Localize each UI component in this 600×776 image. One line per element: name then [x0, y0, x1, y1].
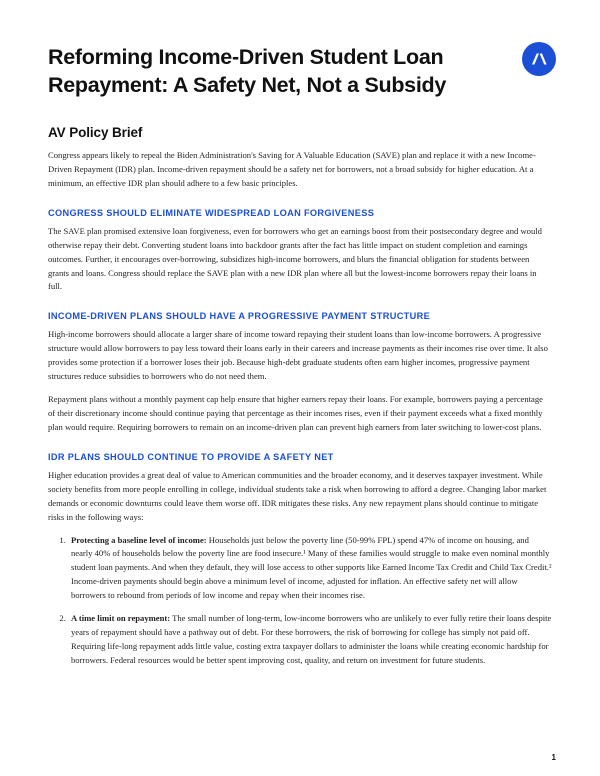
recommendation-list [48, 534, 552, 668]
section-paragraph: The SAVE plan promised extensive loan forgiveness, even for borrowers who get an earnings boost from their postsecondary degree and would otherwise repay their debt. Converting student loans into backdoor grants after the fact has little impact on student completion and earnings outcomes. Further, it encourages over-borrowing, subsidizes high-income borrowers, and blurs the financial obligation for students between grants and loans. Congress should replace the SAVE plan with a new IDR plan where all but the lowest-income borrowers repay their loans in full. [48, 225, 542, 292]
recommendation-text: The small number of long-term, low-income borrowers who are unlikely to ever fully retire their loans despite years of repayment should have a pathway out of debt. For these borrowers, the risk of borrowing for college has simply not paid off. Requiring life-long repayment adds little value, costing extra taxpayer dollars to administer the loans while creating economic hardship for borrowers. Federal resources would be better spent improving cost, quality, and return on investment for future students. [71, 613, 552, 665]
section-paragraph: Repayment plans without a monthly payment cap help ensure that higher earners repay their loans. For example, borrowers paying a percentage of their discretionary income should continue paying that percentage as their incomes rises, even if their payment exceeds what a fixed monthly plan would require. Requiring borrowers to remain on an income-driven plan can prevent high earners from later switching to lower-cost plans. [48, 394, 543, 432]
intro-paragraph: Congress appears likely to repeal the Biden Administration's Saving for A Valuable Education (SAVE) plan and replace it with a new Income-Driven Repayment (IDR) plan. Income-driven repayment should be a safety net for borrowers, not a broad subsidy for higher education. At a minimum, an effective IDR plan should adhere to a few basic principles. [48, 150, 536, 188]
page-number: 1 [551, 753, 556, 762]
recommendation-lead: A time limit on repayment: [71, 613, 171, 624]
page-title: Reforming Income-Driven Student Loan Repayment: A Safety Net, Not a Subsidy [48, 45, 446, 97]
list-item [68, 612, 552, 668]
section-paragraph: High-income borrowers should allocate a larger share of income toward repaying their student loans than low-income borrowers. A progressive structure would allow borrowers to pay less toward their loans early in their careers and increase payments as their incomes rise over time. It also provides some protection if a borrower loses their job. Because high-debt graduate students often earn higher incomes, progressive payment structures reduce subsidies to borrowers who do not need them. [48, 329, 548, 382]
section-heading-safety-net: IDR PLANS SHOULD CONTINUE TO PROVIDE A SAFETY NET [48, 451, 334, 462]
section-heading-forgiveness: CONGRESS SHOULD ELIMINATE WIDESPREAD LOAN FORGIVENESS [48, 207, 375, 218]
av-logo [522, 42, 556, 76]
recommendation-text: Households just below the poverty line (50-99% FPL) spend 47% of income on housing, and nearly 40% of households below the poverty line are food insecure.¹ Many of these families would struggle to make even nominal monthly student loan payments. And when they default, they will lose access to other supports like Earned Income Tax Credit and Child Tax Credit.² Income-driven payments should begin above a minimum level of income, adjusted for inflation. An effective safety net will allow borrowers to rebound from periods of low income and repay when their incomes rise. [71, 534, 552, 601]
section-paragraph: Higher education provides a great deal of value to American communities and the broader economy, and it deserves taxpayer investment. While society benefits from more people enrolling in college, individual students take a risk when borrowing to afford a degree. Changing labor market demands or economic downturns could leave them worse off. IDR mitigates these risks. Any new repayment plans should continue to mitigate risks in the following ways: [48, 469, 547, 522]
brief-label: AV Policy Brief [48, 125, 143, 141]
section-heading-progressive: INCOME-DRIVEN PLANS SHOULD HAVE A PROGRESSIVE PAYMENT STRUCTURE [48, 311, 431, 322]
recommendation-lead: Protecting a baseline level of income: [71, 534, 207, 545]
list-item [68, 534, 552, 604]
